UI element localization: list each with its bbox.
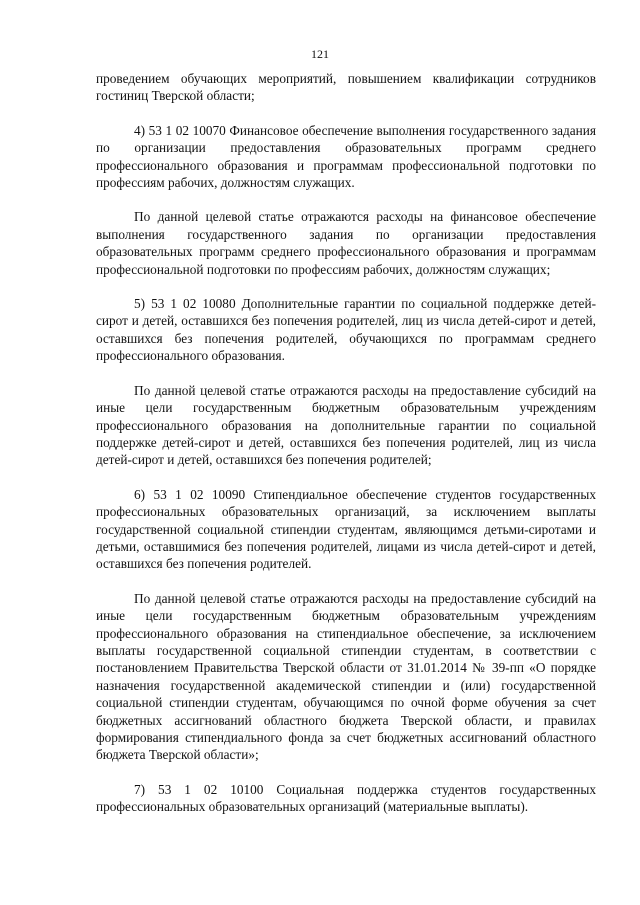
paragraph-item-4: 4) 53 1 02 10070 Финансовое обеспечение выполнения государственного задания по организации предоставления образовательных программ среднего профессионального образования и программам профессиональной подготовки по профессиям рабочих, должностям служащих. (96, 122, 596, 191)
paragraph-item-5-description: По данной целевой статье отражаются расходы на предоставление субсидий на иные цели государственным бюджетным образовательным учреждениям профессионального образования на дополнительные гарантии по социальной поддержке детей-сирот и детей, оставшихся без попечения родителей, лиц из числа детей-сирот и детей, оставшихся без попечения родителей; (96, 382, 596, 468)
paragraph-item-5: 5) 53 1 02 10080 Дополнительные гарантии по социальной поддержке детей-сирот и детей, оставшихся без попечения родителей, лиц из числа детей-сирот и детей, оставшихся без попечения родителей, обучающихся по программам среднего профессионального образования. (96, 296, 596, 364)
document-body (96, 70, 596, 816)
paragraph-continuation: проведением обучающих мероприятий, повышением квалификации сотрудников гостиниц Тверской области; (96, 71, 596, 104)
paragraph-item-6-description: По данной целевой статье отражаются расходы на предоставление субсидий на иные цели государственным бюджетным образовательным учреждениям профессионального образования на стипендиальное обеспечение, за исключением выплаты государственной социальной стипендии студентам, в соответствии с постановлением Правительства Тверской области от 31.01.2014 № 39-пп «О порядке назначения государственной академической стипендии и (или) государственной социальной стипендии студентам, обучающимся по очной форме обучения за счет бюджетных ассигнований областного бюджета Тверской области, и правилах формирования стипендиального фонда за счет бюджетных ассигнований областного бюджета Тверской области»; (96, 590, 596, 763)
paragraph-item-4-description: По данной целевой статье отражаются расходы на финансовое обеспечение выполнения государственного задания по организации предоставления образовательных программ среднего профессионального образования и программам профессиональной подготовки по профессиям рабочих, должностям служащих; (96, 209, 596, 277)
paragraph-item-7: 7) 53 1 02 10100 Социальная поддержка студентов государственных профессиональных образовательных организаций (материальные выплаты). (96, 781, 596, 815)
paragraph-item-6: 6) 53 1 02 10090 Стипендиальное обеспечение студентов государственных профессиональных образовательных организаций, за исключением выплаты государственной социальной стипендии студентам, являющимся детьми-сиротами и детьми, оставшимися без попечения родителей, лицами из числа детей-сирот и детей, оставшихся без попечения родителей. (96, 486, 596, 572)
page-number: 121 (311, 47, 329, 61)
